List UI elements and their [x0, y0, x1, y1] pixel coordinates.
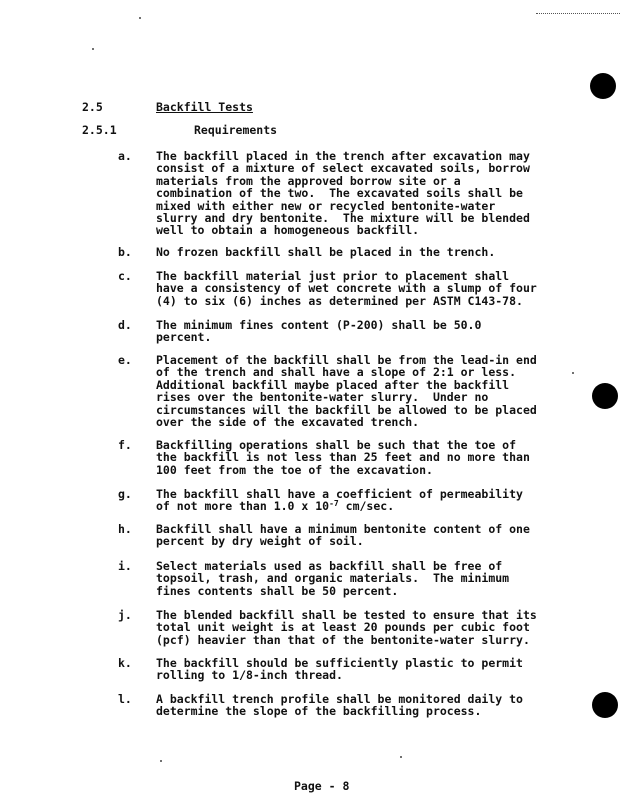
item-letter: c. [118, 269, 132, 283]
list-item-text: Backfilling operations shall be such that the toe of the backfill is not less than 25 feet and no more than 100 feet from the toe of the excavation. [156, 438, 530, 477]
permeability-exponent: -7 [329, 499, 339, 509]
list-item-text: The backfill placed in the trench after excavation may consist of a mixture of select excavated soils, borrow materials from the approved borrow site or a combination of the two. The excavated soils shall be mixed with either new or recycled bentonite-water slurry and dry bentonite. The mixture will be blended well to obtain a homogeneous backfill. [156, 149, 530, 238]
permeability-unit: cm/sec. [338, 499, 395, 514]
section-number: 2.5 [82, 100, 103, 114]
list-item-text: The backfill material just prior to placement shall have a consistency of wet concrete with a slump of four (4) to six (6) inches as determined per ASTM C143-78. [156, 269, 537, 308]
item-letter: a. [118, 149, 132, 163]
binder-hole-top [590, 73, 616, 99]
list-item-text: Backfill shall have a minimum bentonite content of one percent by dry weight of soil. [156, 522, 530, 549]
item-letter: d. [118, 318, 132, 332]
header-mark [536, 13, 620, 17]
list-item-text: The minimum fines content (P-200) shall be 50.0 percent. [156, 318, 482, 345]
item-letter: g. [118, 487, 132, 501]
item-letter: j. [118, 608, 132, 622]
permeability-line-1: The backfill shall have a coefficient of permeability [156, 487, 523, 501]
item-letter: i. [118, 559, 132, 573]
item-letter: e. [118, 353, 132, 367]
scan-speck [400, 756, 402, 758]
section-title: Backfill Tests [156, 100, 253, 114]
scan-speck [160, 760, 162, 762]
subsection-title: Requirements [194, 123, 278, 137]
list-item-text-permeability [156, 488, 586, 513]
list-item-text: A backfill trench profile shall be monitored daily to determine the slope of the backfilling process. [156, 692, 523, 719]
list-item-text: No frozen backfill shall be placed in the trench. [156, 245, 496, 259]
permeability-line-2: of not more than 1.0 x 10 [156, 499, 330, 514]
page-number: Page - 8 [294, 779, 350, 793]
item-letter: k. [118, 656, 132, 670]
item-letter: b. [118, 245, 132, 259]
binder-hole-middle [592, 383, 618, 409]
list-item-text: Placement of the backfill shall be from the lead-in end of the trench and shall have a slope of 2:1 or less. Additional backfill maybe placed after the backfill rises over the bentonite-water slurry. Under no circumstances will the backfill be allowed to be placed over the side of the excavated trench. [156, 353, 537, 430]
item-letter: l. [118, 692, 132, 706]
item-letter: f. [118, 438, 132, 452]
scan-speck [139, 17, 141, 19]
scan-speck [92, 48, 94, 50]
binder-hole-bottom [592, 692, 618, 718]
item-letter: h. [118, 522, 132, 536]
list-item-text: Select materials used as backfill shall be free of topsoil, trash, and organic materials. The minimum fines contents shall be 50 percent. [156, 559, 510, 598]
list-item-text: The blended backfill shall be tested to ensure that its total unit weight is at least 20 pounds per cubic foot (pcf) heavier than that of the bentonite-water slurry. [156, 608, 537, 647]
subsection-number: 2.5.1 [82, 123, 117, 137]
list-item-text: The backfill should be sufficiently plastic to permit rolling to 1/8-inch thread. [156, 656, 523, 683]
